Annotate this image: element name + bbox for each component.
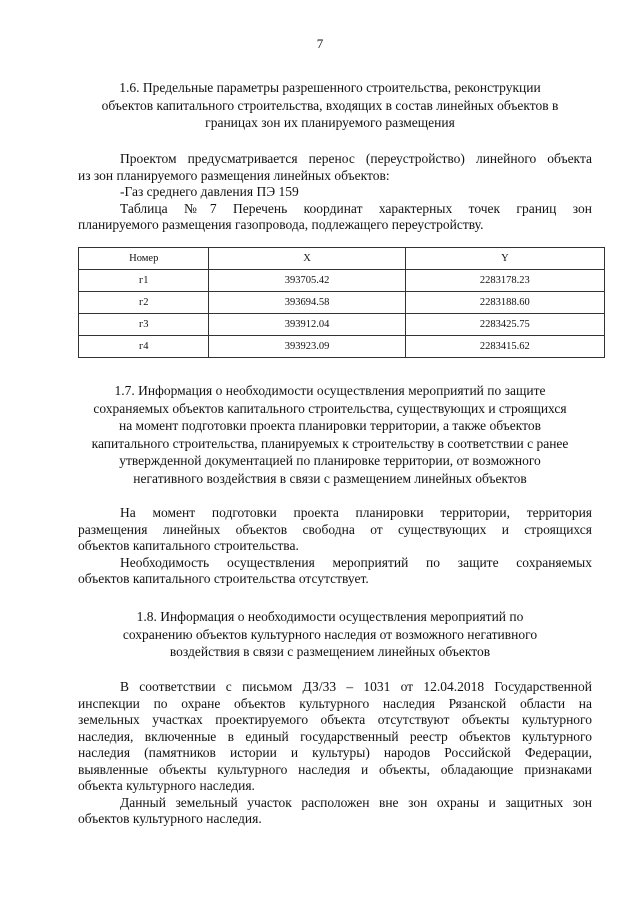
- text-line: инспекции по охране объектов культурного наследия Рязанской области на: [78, 695, 592, 711]
- table-row: [79, 292, 605, 314]
- heading-line: 1.6. Предельные параметры разрешенного строительства, реконструкции: [119, 80, 541, 95]
- x-value: 393912.04: [209, 314, 405, 336]
- text-line: из зон планируемого размещения линейных объектов:: [78, 167, 390, 183]
- section-1-6-heading: [70, 79, 590, 132]
- table-row: [79, 314, 605, 336]
- text-line: объектов капитального строительства.: [78, 538, 299, 553]
- x-value: 393923.09: [209, 336, 405, 358]
- point-id: г4: [79, 336, 209, 358]
- section-1-7-heading: [70, 382, 590, 487]
- table-caption-line: Таблица №7 Перечень координат характерных точек границ зон: [120, 200, 592, 216]
- x-value: 393705.42: [209, 270, 405, 292]
- coordinates-table: [78, 247, 605, 358]
- table-caption-line: планируемого размещения газопровода, подлежащего переустройству.: [78, 217, 484, 232]
- heading-line: 1.8. Информация о необходимости осуществления мероприятий по: [136, 609, 524, 624]
- section-1-8-heading: [70, 608, 590, 661]
- heading-line: утвержденной документацией по планировке территории, от возможного: [119, 453, 541, 468]
- text-line: объекта культурного наследия.: [78, 778, 255, 793]
- text-line: Проектом предусматривается перенос (переустройство) линейного объекта: [120, 151, 592, 166]
- table-row: [79, 270, 605, 292]
- text-line: объектов культурного наследия.: [78, 811, 262, 826]
- section-1-7-paragraph: [78, 505, 592, 588]
- heading-line: негативного воздействия в связи с размещением линейных объектов: [133, 470, 527, 486]
- text-line: наследия (памятников истории и культуры) народов Российской Федерации,: [78, 745, 592, 760]
- text-line: наследия, включенные в единый государственный реестр объектов культурного: [78, 728, 592, 744]
- section-1-6-paragraph: [78, 151, 592, 234]
- heading-line: сохранению объектов культурного наследия от возможного негативного: [122, 626, 538, 642]
- text-line: размещения линейных объектов свободна от существующих и строящихся: [78, 521, 592, 537]
- text-line: земельных участках проектируемого объекта отсутствуют объекты культурного: [78, 712, 592, 727]
- text-line: Необходимость осуществления мероприятий по защите сохраняемых: [120, 554, 592, 570]
- text-line: выявленные объекты культурного наследия и объекты, обладающие признаками: [78, 761, 592, 777]
- table-row: [79, 336, 605, 358]
- y-value: 2283425.75: [405, 314, 604, 336]
- text-line: Данный земельный участок расположен вне зон охраны и защитных зон: [120, 794, 592, 810]
- heading-line: границах зон их планируемого размещения: [205, 115, 455, 130]
- heading-line: сохраняемых объектов капитального строительства, существующих и строящихся: [93, 400, 567, 416]
- text-line: На момент подготовки проекта планировки территории, территория: [120, 505, 592, 520]
- y-value: 2283415.62: [405, 336, 604, 358]
- text-line: В соответствии с письмом ДЗ/33 – 1031 от 12.04.2018 Государственной: [120, 679, 592, 694]
- heading-line: на момент подготовки проекта планировки территории, а также объектов: [118, 418, 542, 433]
- y-value: 2283178.23: [405, 270, 604, 292]
- text-line: объектов капитального строительства отсутствует.: [78, 571, 369, 586]
- heading-line: 1.7. Информация о необходимости осуществления мероприятий по защите: [114, 383, 546, 398]
- point-id: г1: [79, 270, 209, 292]
- y-value: 2283188.60: [405, 292, 604, 314]
- page-number: 7: [316, 36, 324, 51]
- point-id: г2: [79, 292, 209, 314]
- section-1-8-paragraph: [78, 679, 592, 828]
- x-value: 393694.58: [209, 292, 405, 314]
- list-item: -Газ среднего давления ПЭ 159: [120, 184, 299, 199]
- column-header: X: [209, 248, 405, 270]
- table-header-row: [79, 248, 605, 270]
- column-header: Номер: [79, 248, 209, 270]
- heading-line: объектов капитального строительства, входящих в состав линейных объектов в: [101, 97, 559, 113]
- heading-line: капитального строительства, планируемых к строительству в соответствии с ранее: [91, 435, 569, 451]
- column-header: Y: [405, 248, 604, 270]
- point-id: г3: [79, 314, 209, 336]
- heading-line: воздействия в связи с размещением линейных объектов: [169, 644, 491, 659]
